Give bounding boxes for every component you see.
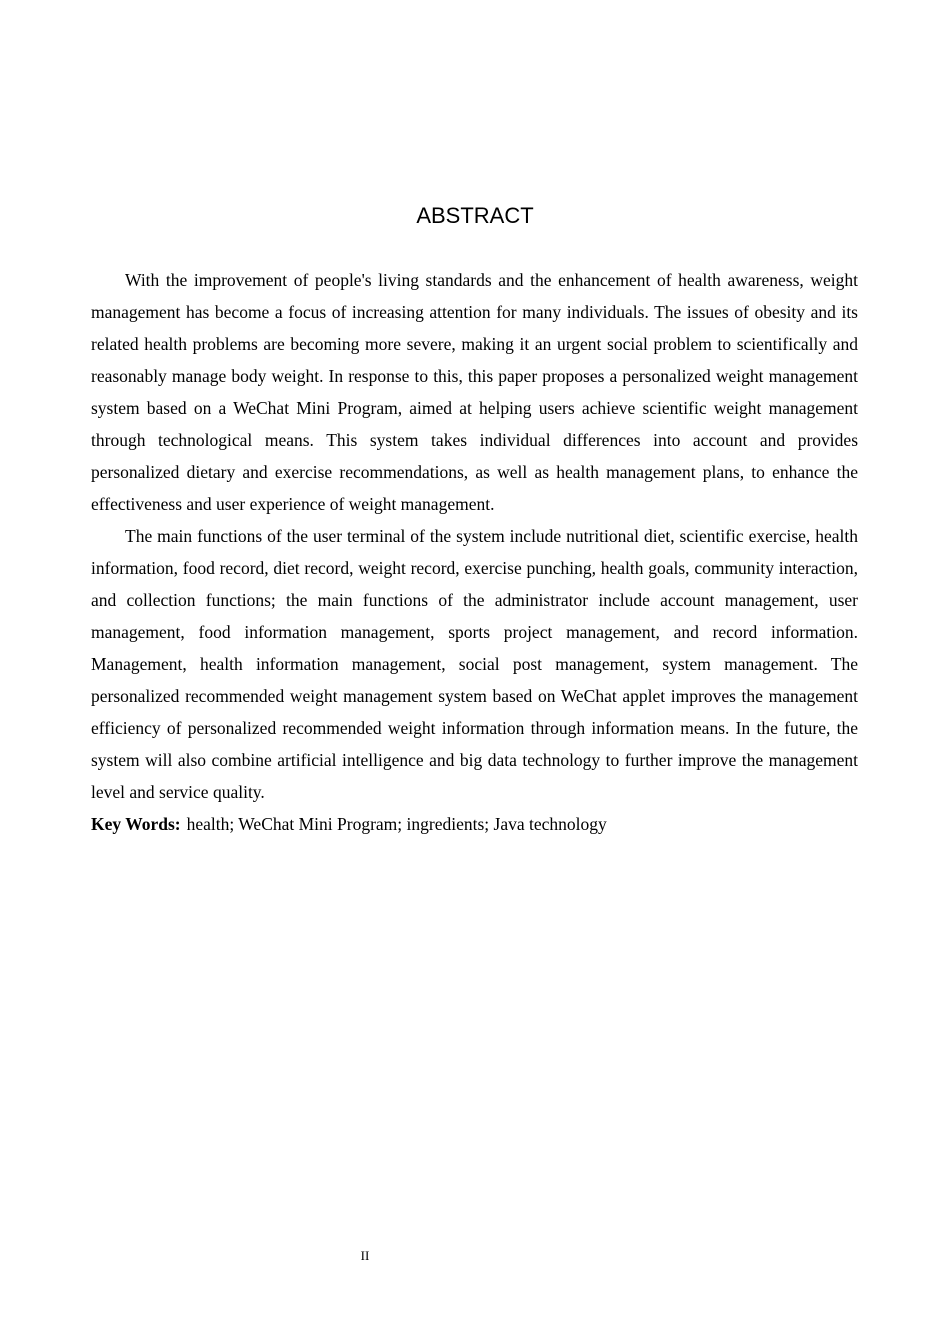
keywords-label: Key Words: xyxy=(91,814,181,834)
abstract-body xyxy=(91,264,858,840)
abstract-paragraph-1: With the improvement of people's living standards and the enhancement of health awareness, weight management has become a focus of increasing attention for many individuals. The issues of obesity and its related health problems are becoming more severe, making it an urgent social problem to scientifically and reasonably manage body weight. In response to this, this paper proposes a personalized weight management system based on a WeChat Mini Program, aimed at helping users achieve scientific weight management through technological means. This system takes individual differences into account and provides personalized dietary and exercise recommendations, as well as health management plans, to enhance the effectiveness and user experience of weight management. xyxy=(91,270,858,514)
page-number: II xyxy=(360,1248,370,1263)
keywords-value: health; WeChat Mini Program; ingredients; Java technology xyxy=(186,814,607,834)
keywords-line xyxy=(91,808,858,840)
abstract-paragraph-2: The main functions of the user terminal of the system include nutritional diet, scientific exercise, health information, food record, diet record, weight record, exercise punching, health goals, community interaction, and collection functions; the main functions of the administrator include account management, user management, food information management, sports project management, and record information. Management, health information management, social post management, system management. The personalized recommended weight management system based on WeChat applet improves the management efficiency of personalized recommended weight information through information means. In the future, the system will also combine artificial intelligence and big data technology to further improve the management level and service quality. xyxy=(91,526,858,802)
abstract-title: ABSTRACT xyxy=(416,203,534,228)
